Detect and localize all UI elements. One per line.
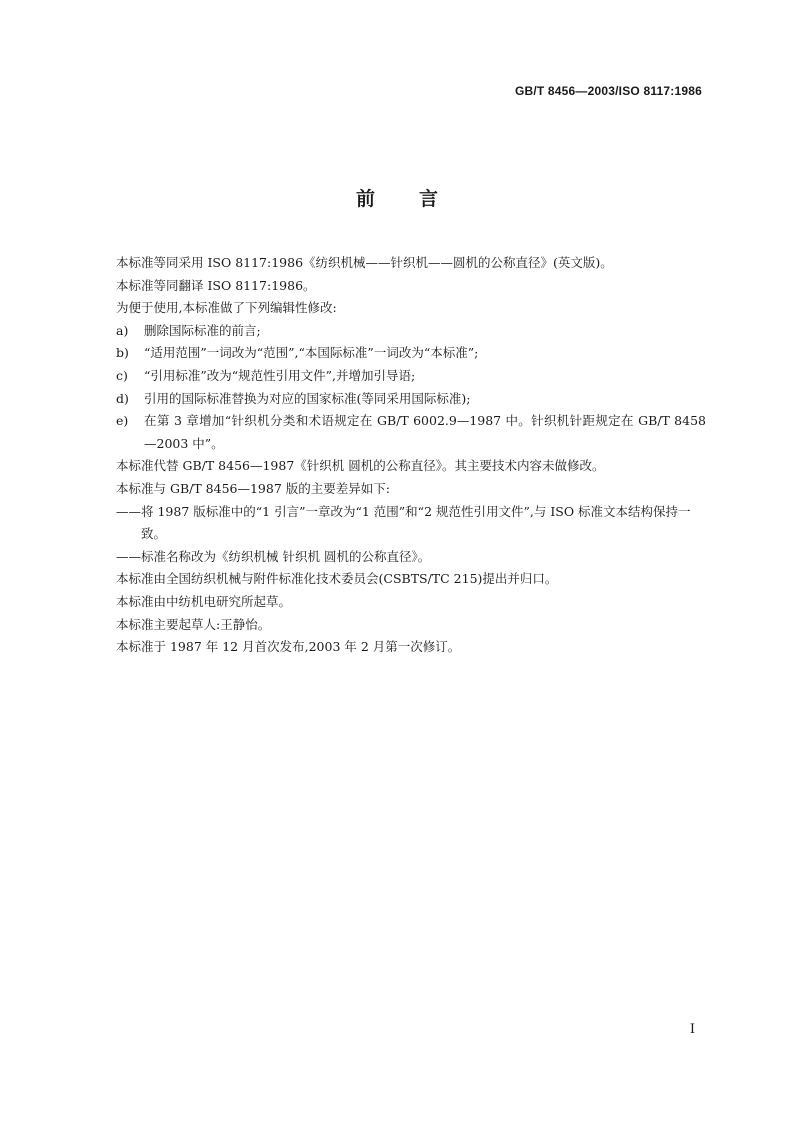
paragraph-translation: 本标准等同翻译 ISO 8117:1986。 <box>116 277 316 293</box>
paragraph-differences-intro: 本标准与 GB/T 8456—1987 版的主要差异如下: <box>116 480 390 496</box>
paragraph-replaces: 本标准代替 GB/T 8456—1987《针织机 圆机的公称直径》。其主要技术内容未做修改。 <box>116 458 605 474</box>
list-item-text: 将 1987 版标准中的“1 引言”一章改为“1 范围”和“2 规范性引用文件”,与 ISO 标准文本结构保持一致。 <box>141 503 691 542</box>
standard-code-header: GB/T 8456—2003/ISO 8117:1986 <box>514 84 702 98</box>
page-number: I <box>689 1022 695 1037</box>
list-item-text: 标准名称改为《纺织机械 针织机 圆机的公称直径》。 <box>141 548 431 564</box>
list-item-edit-d <box>116 388 706 411</box>
paragraph-main-drafter: 本标准主要起草人:王静怡。 <box>116 616 271 632</box>
paragraph-proposer: 本标准由全国纺织机械与附件标准化技术委员会(CSBTS/TC 215)提出并归口。 <box>116 571 558 587</box>
paragraph-adoption: 本标准等同采用 ISO 8117:1986《纺织机械——针织机——圆机的公称直径》(英文版)。 <box>116 255 613 270</box>
page-title: 前言 <box>355 188 482 210</box>
list-marker: b) <box>116 345 129 361</box>
list-marker: e) <box>116 413 129 429</box>
dash-marker: —— <box>116 548 141 564</box>
list-item-difference-2 <box>116 546 706 569</box>
list-marker: a) <box>116 322 129 338</box>
list-item-text: 在第 3 章增加“针织机分类和术语规定在 GB/T 6002.9—1987 中。针织机针距规定在 GB/T 8458—2003 中”。 <box>144 413 706 451</box>
dash-marker: —— <box>116 503 141 519</box>
paragraph-edits-intro: 为便于使用,本标准做了下列编辑性修改: <box>116 300 337 316</box>
list-item-text: 引用的国际标准替换为对应的国家标准(等同采用国际标准); <box>144 390 471 406</box>
paragraph-drafter: 本标准由中纺机电研究所起草。 <box>116 593 292 609</box>
document-body <box>116 252 706 659</box>
list-marker: d) <box>116 390 129 406</box>
list-item-text: 删除国际标准的前言; <box>144 322 261 338</box>
list-marker: c) <box>116 367 128 383</box>
list-item-edit-b <box>116 342 706 365</box>
paragraph-history: 本标准于 1987 年 12 月首次发布,2003 年 2 月第一次修订。 <box>116 639 461 655</box>
list-item-difference-1 <box>116 501 706 546</box>
list-item-edit-e <box>116 410 706 455</box>
list-item-text: “引用标准”改为“规范性引用文件”,并增加引导语; <box>144 367 416 383</box>
list-item-edit-c <box>116 365 706 388</box>
list-item-text: “适用范围”一词改为“范围”,“本国际标准”一词改为“本标准”; <box>144 345 479 361</box>
list-item-edit-a <box>116 320 706 343</box>
